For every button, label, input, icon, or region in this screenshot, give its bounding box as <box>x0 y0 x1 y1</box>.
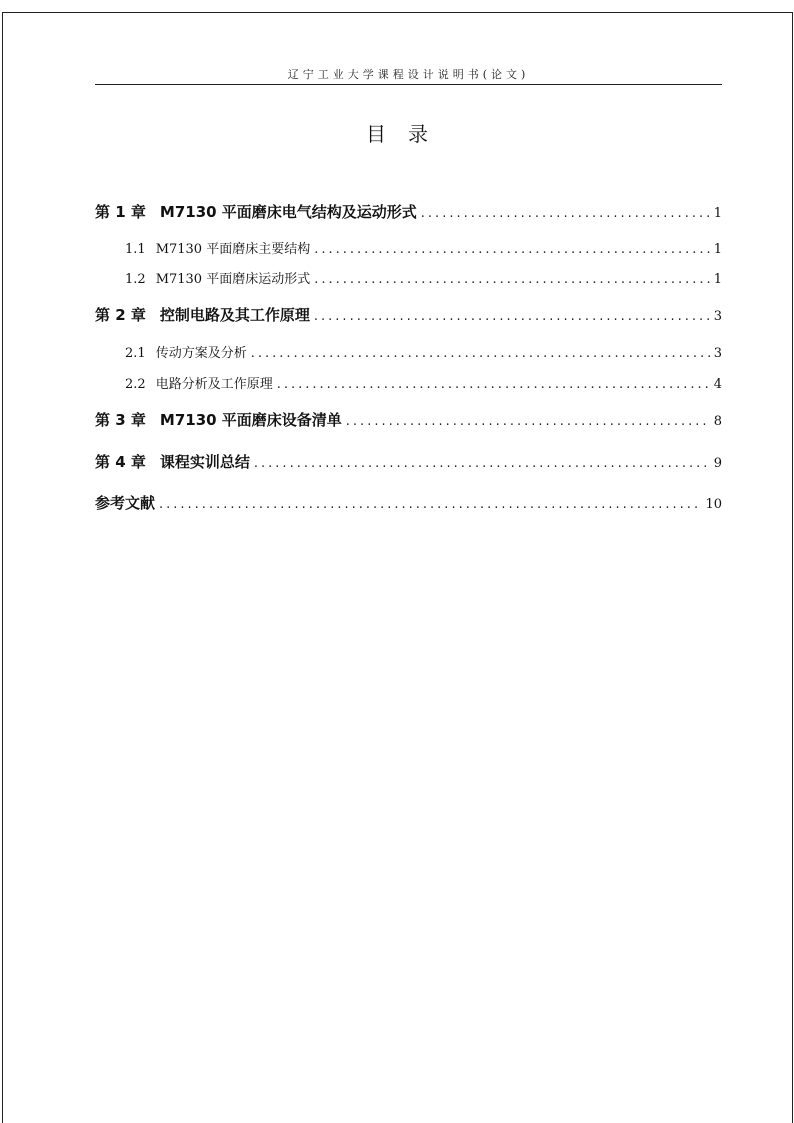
toc-entry-title: M7130 平面磨床电气结构及运动形式 <box>159 203 417 221</box>
toc-entry-number: 第 2 章 <box>95 306 146 324</box>
header-rule <box>95 84 722 85</box>
toc-entry-section-2-2[interactable] <box>125 373 722 392</box>
dot-leader <box>251 346 710 361</box>
toc-entry-title: M7130 平面磨床设备清单 <box>159 411 342 429</box>
toc-entry-chapter-2[interactable] <box>95 304 722 325</box>
toc-entry-title: 控制电路及其工作原理 <box>159 306 310 324</box>
toc-entry-number: 2.1 <box>125 346 146 361</box>
toc-entry-chapter-3[interactable] <box>95 409 722 430</box>
dot-leader <box>159 497 701 512</box>
dot-leader <box>314 272 710 287</box>
toc-entry-page: 3 <box>713 346 722 361</box>
toc-entry-number: 1.2 <box>125 272 146 287</box>
toc-entry-page: 9 <box>713 456 722 471</box>
toc-entry-chapter-4[interactable] <box>95 451 722 472</box>
page-border <box>2 12 793 1123</box>
toc-entry-title: 传动方案及分析 <box>155 346 247 361</box>
toc-entry-number: 2.2 <box>125 377 146 392</box>
toc-entry-chapter-1[interactable] <box>95 201 722 222</box>
toc-entry-title: M7130 平面磨床主要结构 <box>155 242 311 257</box>
toc-entry-number: 第 4 章 <box>95 453 146 471</box>
toc-entry-number: 1.1 <box>125 242 146 257</box>
toc-entry-references[interactable] <box>95 492 722 513</box>
toc-entry-page: 4 <box>713 377 722 392</box>
dot-leader <box>421 206 710 221</box>
toc-entry-section-2-1[interactable] <box>125 342 722 361</box>
toc-entry-title: 参考文献 <box>95 494 156 512</box>
dot-leader <box>346 414 710 429</box>
toc-entry-number: 第 3 章 <box>95 411 146 429</box>
toc-entry-page: 1 <box>713 242 722 257</box>
toc-entry-section-1-1[interactable] <box>125 238 722 257</box>
toc-entry-page: 1 <box>713 206 722 221</box>
toc-entry-page: 1 <box>713 272 722 287</box>
toc-entry-number: 第 1 章 <box>95 203 146 221</box>
dot-leader <box>314 242 710 257</box>
toc-entry-page: 8 <box>713 414 722 429</box>
toc-entry-title: 课程实训总结 <box>159 453 250 471</box>
dot-leader <box>277 377 710 392</box>
running-header: 辽宁工业大学课程设计说明书(论文) <box>287 68 530 81</box>
dot-leader <box>254 456 710 471</box>
toc-title: 目录 <box>366 122 450 146</box>
dot-leader <box>314 309 710 324</box>
toc-entry-title: 电路分析及工作原理 <box>155 377 273 392</box>
toc-entry-title: M7130 平面磨床运动形式 <box>155 272 311 287</box>
toc-entry-page: 3 <box>713 309 722 324</box>
toc-entry-section-1-2[interactable] <box>125 268 722 287</box>
toc-entry-page: 10 <box>705 497 722 512</box>
